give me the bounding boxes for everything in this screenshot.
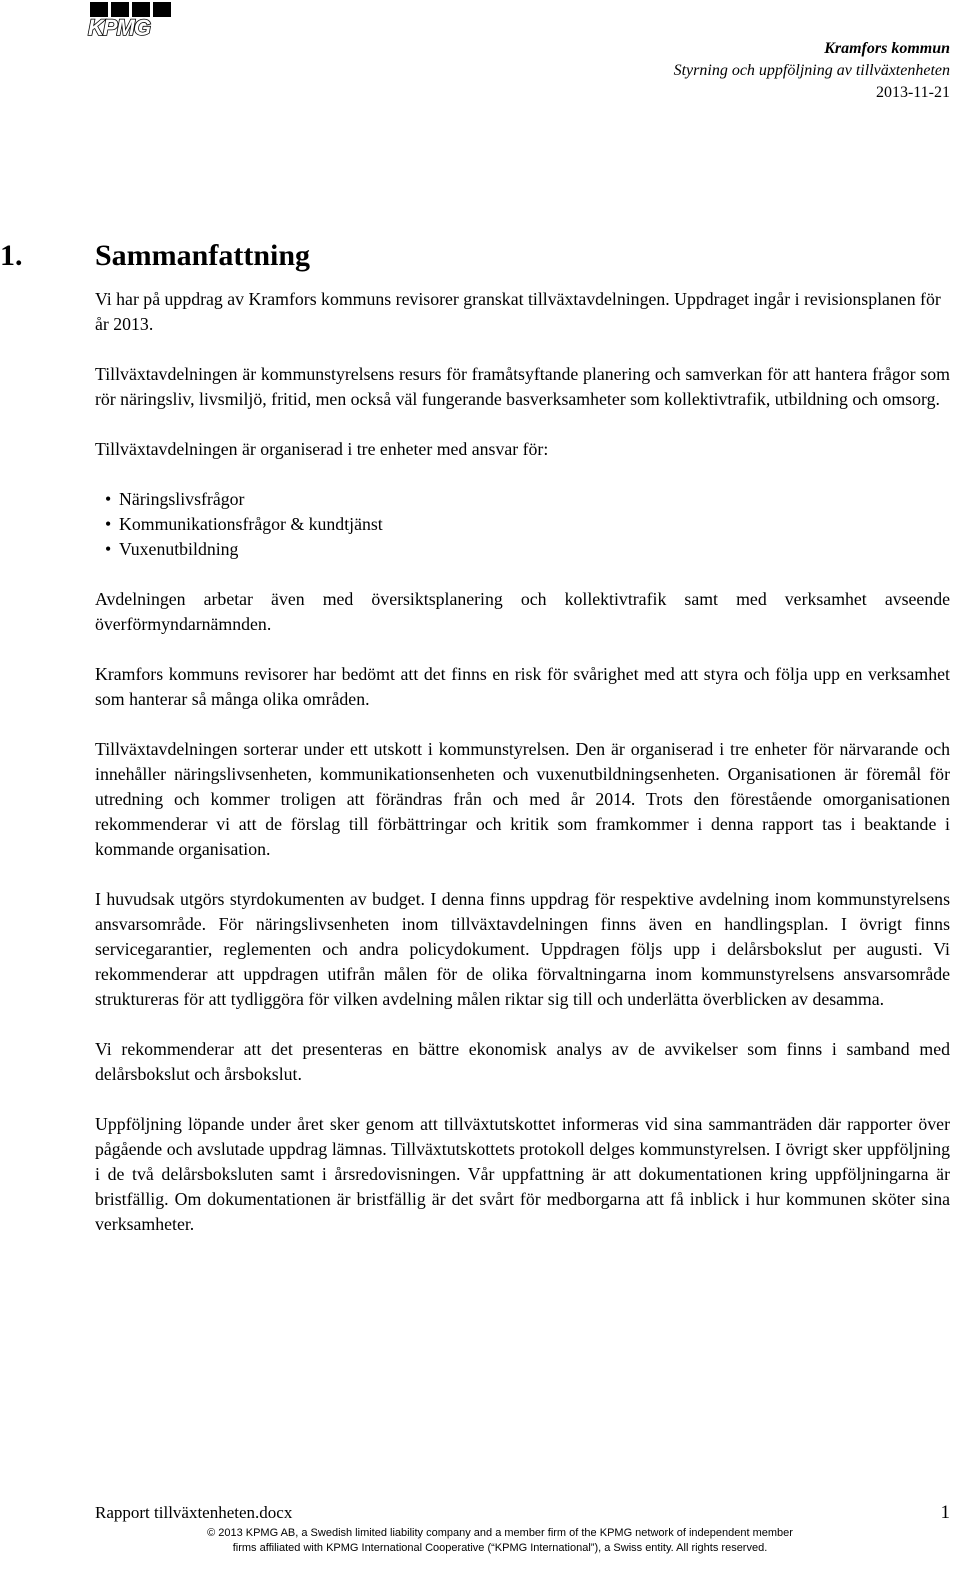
header-report-title: Styrning och uppföljning av tillväxtenheten	[673, 62, 950, 79]
list-item: • Näringslivsfrågor	[95, 487, 950, 512]
paragraph-governing-documents: I huvudsak utgörs styrdokumenten av budget. I denna finns uppdrag för respektive avdelning inom kommunstyrelsens ansvarsområde. För näringslivsenheten inom tillväxtavdelningen finns även en handlingsplan. I övrigt finns servicegarantier, reglementen och andra policydokument. Uppdragen följs upp i delårsbokslut per augusti. Vi rekommenderar att uppdragen utifrån målen för de olika förvaltningarna inom kommunstyrelsens ansvarsområde struktureras för att tydliggöra för vilken avdelning målen riktar sig till och underlätta överblicken av desamma.	[95, 889, 950, 1009]
list-item: • Kommunikationsfrågor & kundtjänst	[95, 512, 950, 537]
page-header	[674, 38, 950, 104]
kpmg-logo	[86, 2, 178, 38]
paragraph-organization: Tillväxtavdelningen är organiserad i tre enheter med ansvar för:	[95, 439, 549, 459]
paragraph-other-work: Avdelningen arbetar även med översiktsplanering och kollektivtrafik samt med verksamhet avseende överförmyndarnämnden.	[95, 589, 950, 634]
paragraph-structure: Tillväxtavdelningen sorterar under ett utskott i kommunstyrelsen. Den är organiserad i tre enheter för närvarande och innehåller näringslivsenheten, kommunikationsenheten och vuxenutbildningsenheten. Organisationen är föremål för utredning och kommer troligen att förändras från och med år 2014. Trots den förestående omorganisationen rekommenderar vi att de förslag till förbättringar och kritik som framkommer i denna rapport tas i beaktande i kommande organisation.	[95, 739, 950, 859]
kpmg-logo-text: KPMG	[88, 15, 150, 38]
footer-filename: Rapport tillväxtenheten.docx	[95, 1503, 293, 1522]
section-heading	[0, 236, 310, 276]
paragraph-department-role: Tillväxtavdelningen är kommunstyrelsens resurs för framåtsyftande planering och samverkan för att hantera frågor som rör näringsliv, livsmiljö, fritid, men också väl fungerande basverksamheter som kollektivtrafik, utbildning och omsorg.	[95, 364, 950, 409]
section-title: Sammanfattning	[95, 239, 311, 272]
header-organization: Kramfors kommun	[824, 40, 950, 57]
list-item: • Vuxenutbildning	[95, 537, 950, 562]
unit-list	[95, 487, 950, 562]
header-date: 2013-11-21	[875, 84, 950, 101]
section-number: 1.	[0, 239, 23, 272]
document-body	[95, 287, 950, 1262]
paragraph-follow-up: Uppföljning löpande under året sker genom att tillväxtutskottet informeras vid sina sammanträden där rapporter över pågående och avslutade uppdrag lämnas. Tillväxtutskottets protokoll delges kommunstyrelsen. I övrigt sker uppföljning i de två delårsboksluten samt i årsredovisningen. Vår uppfattning är att dokumentationen kring uppföljningarna är bristfällig. Om dokumentationen är bristfällig är det svårt för medborgarna att få inblick i hur kommunen sköter sina verksamheter.	[95, 1114, 950, 1234]
page-number: 1	[940, 1502, 950, 1523]
paragraph-economic-analysis: Vi rekommenderar att det presenteras en bättre ekonomisk analys av de avvikelser som finns i samband med delårsbokslut och årsbokslut.	[95, 1039, 950, 1084]
paragraph-risk-assessment: Kramfors kommuns revisorer har bedömt att det finns en risk för svårighet med att styra och följa upp en verksamhet som hanterar så många olika områden.	[95, 664, 950, 709]
copyright-notice: © 2013 KPMG AB, a Swedish limited liability company and a member firm of the KPMG network of independent member firms affiliated with KPMG International Cooperative (“KPMG International”), a Swiss entity. All rights reserved.	[207, 1527, 793, 1554]
paragraph-assignment: Vi har på uppdrag av Kramfors kommuns revisorer granskat tillväxtavdelningen. Uppdraget ingår i revisionsplanen för år 2013.	[95, 289, 941, 334]
